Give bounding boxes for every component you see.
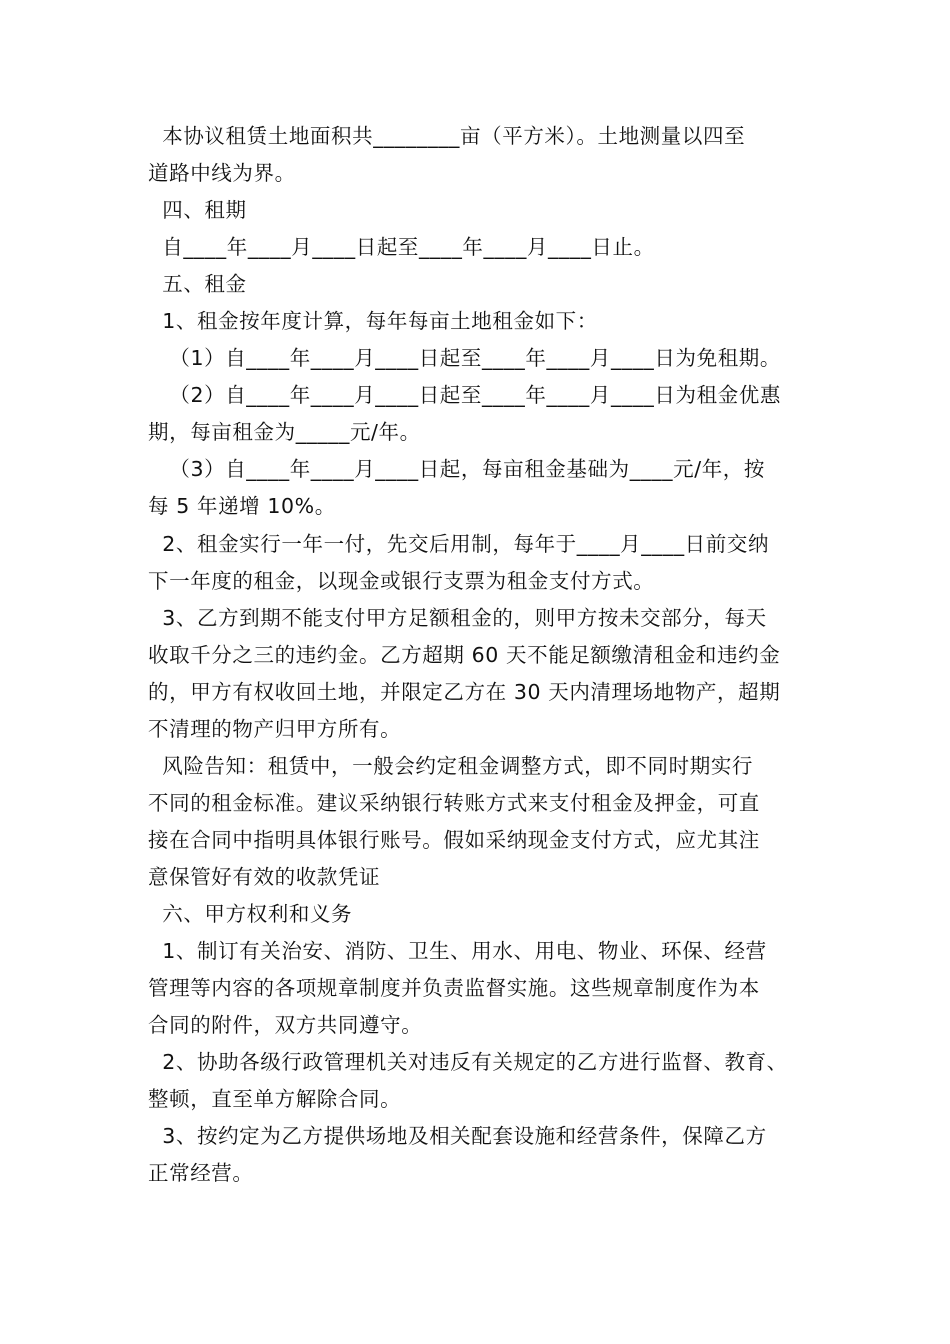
text-line: 2、协助各级行政管理机关对违反有关规定的乙方进行监督、教育、 [148, 1050, 788, 1074]
section-heading: 四、租期 [148, 198, 247, 222]
text-line: 本协议租赁土地面积共________亩（平方米）。土地测量以四至 [148, 124, 746, 148]
text-line: 1、制订有关治安、消防、卫生、用水、用电、物业、环保、经营 [148, 939, 767, 963]
text-line: 管理等内容的各项规章制度并负责监督实施。这些规章制度作为本 [148, 976, 760, 1000]
text-line: （2）自____年____月____日起至____年____月____日为租金优惠 [148, 383, 781, 407]
text-line: 的，甲方有权收回土地，并限定乙方在 30 天内清理场地物产，超期 [148, 680, 781, 704]
text-line: 不同的租金标准。建议采纳银行转账方式来支付租金及押金，可直 [148, 791, 760, 815]
text-line: 风险告知：租赁中，一般会约定租金调整方式，即不同时期实行 [148, 754, 754, 778]
text-line: 下一年度的租金，以现金或银行支票为租金支付方式。 [148, 569, 655, 593]
section-heading: 五、租金 [148, 272, 247, 296]
text-line: 期，每亩租金为_____元/年。 [148, 420, 421, 444]
text-line: 整顿，直至单方解除合同。 [148, 1087, 402, 1111]
text-line: 正常经营。 [148, 1161, 254, 1185]
text-line: （1）自____年____月____日起至____年____月____日为免租期。 [148, 346, 781, 370]
text-line: 3、乙方到期不能支付甲方足额租金的，则甲方按未交部分，每天 [148, 606, 767, 630]
text-line: 意保管好有效的收款凭证 [148, 865, 381, 889]
text-line: 收取千分之三的违约金。乙方超期 60 天不能足额缴清租金和违约金 [148, 643, 781, 667]
text-line: （3）自____年____月____日起，每亩租金基础为____元/年，按 [148, 457, 765, 481]
text-line: 3、按约定为乙方提供场地及相关配套设施和经营条件，保障乙方 [148, 1124, 767, 1148]
text-line: 1、租金按年度计算，每年每亩土地租金如下： [148, 309, 598, 333]
text-line: 2、租金实行一年一付，先交后用制，每年于____月____日前交纳 [148, 532, 770, 556]
text-line: 不清理的物产归甲方所有。 [148, 717, 402, 741]
text-line: 道路中线为界。 [148, 161, 296, 185]
text-line: 每 5 年递增 10%。 [148, 494, 336, 518]
text-line: 接在合同中指明具体银行账号。假如采纳现金支付方式，应尤其注 [148, 828, 760, 852]
section-heading: 六、甲方权利和义务 [148, 902, 353, 926]
text-line: 自____年____月____日起至____年____月____日止。 [148, 235, 655, 259]
text-line: 合同的附件，双方共同遵守。 [148, 1013, 423, 1037]
